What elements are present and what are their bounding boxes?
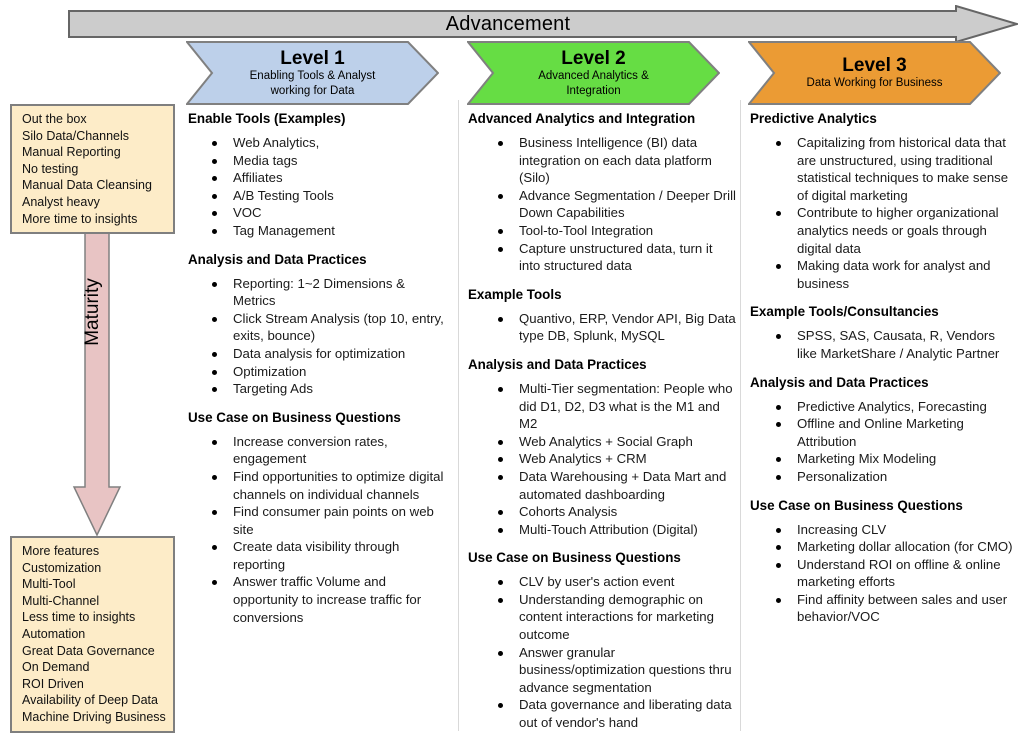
- list-item: Optimization: [210, 363, 450, 381]
- list-item: Marketing dollar allocation (for CMO): [774, 538, 1018, 556]
- section: [188, 110, 450, 240]
- section-heading: Example Tools: [468, 286, 562, 302]
- list-item: Data Warehousing + Data Mart and automated dashboarding: [496, 468, 736, 503]
- level-1-content-column: [188, 110, 450, 637]
- section-bullet-list: [750, 134, 1018, 292]
- level-2-banner: [467, 41, 720, 105]
- list-item: Affiliates: [210, 169, 450, 187]
- list-item: Marketing Mix Modeling: [774, 450, 1018, 468]
- note-line: Automation: [22, 626, 86, 641]
- section-heading: Use Case on Business Questions: [468, 550, 681, 566]
- list-item: Answer traffic Volume and opportunity to increase traffic for conversions: [210, 573, 450, 626]
- note-line: Multi-Channel: [22, 593, 100, 608]
- section-heading: Analysis and Data Practices: [188, 251, 367, 267]
- section: [188, 251, 450, 398]
- list-item: Capture unstructured data, turn it into structured data: [496, 240, 736, 275]
- list-item: Create data visibility through reporting: [210, 538, 450, 573]
- note-line: Customization: [22, 560, 102, 575]
- list-item: Find opportunities to optimize digital channels on individual channels: [210, 468, 450, 503]
- note-line: Less time to insights: [22, 610, 136, 625]
- column-divider-2: [740, 100, 741, 731]
- list-item: Tool-to-Tool Integration: [496, 222, 736, 240]
- note-line: Manual Reporting: [22, 145, 121, 160]
- section-bullet-list: [188, 134, 450, 240]
- level-1-title: Level 1: [280, 48, 345, 69]
- section-bullet-list: [750, 327, 1018, 362]
- list-item: Web Analytics + Social Graph: [496, 433, 736, 451]
- note-line: On Demand: [22, 660, 90, 675]
- list-item: Making data work for analyst and business: [774, 257, 1018, 292]
- section: [468, 356, 736, 538]
- advancement-label: Advancement: [445, 12, 571, 35]
- note-line: Availability of Deep Data: [22, 693, 158, 708]
- list-item: Tag Management: [210, 222, 450, 240]
- note-line: No testing: [22, 161, 79, 176]
- list-item: Data governance and liberating data out of vendor's hand: [496, 696, 736, 731]
- section: [468, 549, 736, 731]
- list-item: A/B Testing Tools: [210, 187, 450, 205]
- list-item: Quantivo, ERP, Vendor API, Big Data type DB, Splunk, MySQL: [496, 310, 736, 345]
- list-item: Answer granular business/optimization questions thru advance segmentation: [496, 644, 736, 697]
- section-heading: Analysis and Data Practices: [750, 374, 929, 390]
- list-item: Offline and Online Marketing Attribution: [774, 415, 1018, 450]
- list-item: Increasing CLV: [774, 521, 1018, 539]
- list-item: Web Analytics,: [210, 134, 450, 152]
- section-heading: Use Case on Business Questions: [188, 409, 401, 425]
- list-item: Find consumer pain points on web site: [210, 503, 450, 538]
- section-bullet-list: [750, 398, 1018, 486]
- note-line: Out the box: [22, 112, 87, 126]
- list-item: Business Intelligence (BI) data integration on each data platform (Silo): [496, 134, 736, 187]
- note-line: Machine Driving Business: [22, 709, 166, 724]
- characteristics-box-mature: [10, 536, 175, 733]
- list-item: VOC: [210, 204, 450, 222]
- list-item: Click Stream Analysis (top 10, entry, exits, bounce): [210, 310, 450, 345]
- section: [468, 110, 736, 275]
- section: [750, 110, 1018, 292]
- level-3-subtitle-line1: Data Working for Business: [806, 77, 943, 90]
- section-heading: Analysis and Data Practices: [468, 356, 647, 372]
- column-divider-1: [458, 100, 459, 731]
- list-item: Understanding demographic on content interactions for marketing outcome: [496, 591, 736, 644]
- level-1-subtitle-line2: working for Data: [270, 84, 355, 97]
- list-item: Increase conversion rates, engagement: [210, 433, 450, 468]
- level-3-title: Level 3: [842, 55, 907, 77]
- section: [750, 374, 1018, 486]
- section: [750, 303, 1018, 362]
- list-item: Multi-Tier segmentation: People who did D1, D2, D3 what is the M1 and M2: [496, 380, 736, 433]
- list-item: Cohorts Analysis: [496, 503, 736, 521]
- note-line: Multi-Tool: [22, 577, 76, 592]
- section-bullet-list: [468, 310, 736, 345]
- list-item: Personalization: [774, 468, 1018, 486]
- list-item: Reporting: 1~2 Dimensions & Metrics: [210, 275, 450, 310]
- list-item: Advance Segmentation / Deeper Drill Down Capabilities: [496, 187, 736, 222]
- note-line: Analyst heavy: [22, 194, 100, 209]
- note-line: More time to insights: [22, 211, 138, 226]
- section-bullet-list: [750, 521, 1018, 627]
- list-item: Data analysis for optimization: [210, 345, 450, 363]
- level-1-subtitle-line1: Enabling Tools & Analyst: [249, 70, 376, 82]
- note-line: Silo Data/Channels: [22, 128, 130, 143]
- list-item: Capitalizing from historical data that are unstructured, using traditional statistical techniques to make sense of digital marketing: [774, 134, 1018, 204]
- list-item: Understand ROI on offline & online marketing efforts: [774, 556, 1018, 591]
- section-bullet-list: [188, 433, 450, 627]
- list-item: Contribute to higher organizational analytics needs or goals through digital data: [774, 204, 1018, 257]
- characteristics-box-immature: [10, 104, 175, 234]
- section-heading: Example Tools/Consultancies: [750, 304, 939, 320]
- section-bullet-list: [468, 380, 736, 538]
- list-item: Media tags: [210, 152, 450, 170]
- level-2-subtitle-line2: Integration: [566, 84, 621, 97]
- level-3-content-column: [750, 110, 1018, 637]
- section-heading: Use Case on Business Questions: [750, 497, 963, 513]
- section-heading: Advanced Analytics and Integration: [468, 111, 696, 126]
- section: [468, 286, 736, 345]
- section-heading: Enable Tools (Examples): [188, 111, 346, 126]
- level-2-content-column: [468, 110, 736, 743]
- section: [188, 409, 450, 627]
- note-line: Manual Data Cleansing: [22, 178, 152, 193]
- list-item: Targeting Ads: [210, 380, 450, 398]
- list-item: Find affinity between sales and user behavior/VOC: [774, 591, 1018, 626]
- level-1-banner: [186, 41, 439, 105]
- section-bullet-list: [468, 134, 736, 275]
- section-heading: Predictive Analytics: [750, 111, 877, 126]
- section-bullet-list: [188, 275, 450, 398]
- level-2-subtitle-line1: Advanced Analytics &: [538, 70, 649, 82]
- level-3-banner: [748, 41, 1001, 105]
- section-bullet-list: [468, 573, 736, 731]
- list-item: Web Analytics + CRM: [496, 450, 736, 468]
- list-item: Multi-Touch Attribution (Digital): [496, 521, 736, 539]
- section: [750, 497, 1018, 627]
- list-item: CLV by user's action event: [496, 573, 736, 591]
- maturity-label: Maturity: [82, 278, 103, 346]
- note-line: Great Data Governance: [22, 643, 155, 658]
- list-item: Predictive Analytics, Forecasting: [774, 398, 1018, 416]
- level-2-title: Level 2: [561, 48, 626, 69]
- note-line: ROI Driven: [22, 676, 84, 691]
- list-item: SPSS, SAS, Causata, R, Vendors like MarketShare / Analytic Partner: [774, 327, 1018, 362]
- note-line: More features: [22, 544, 100, 558]
